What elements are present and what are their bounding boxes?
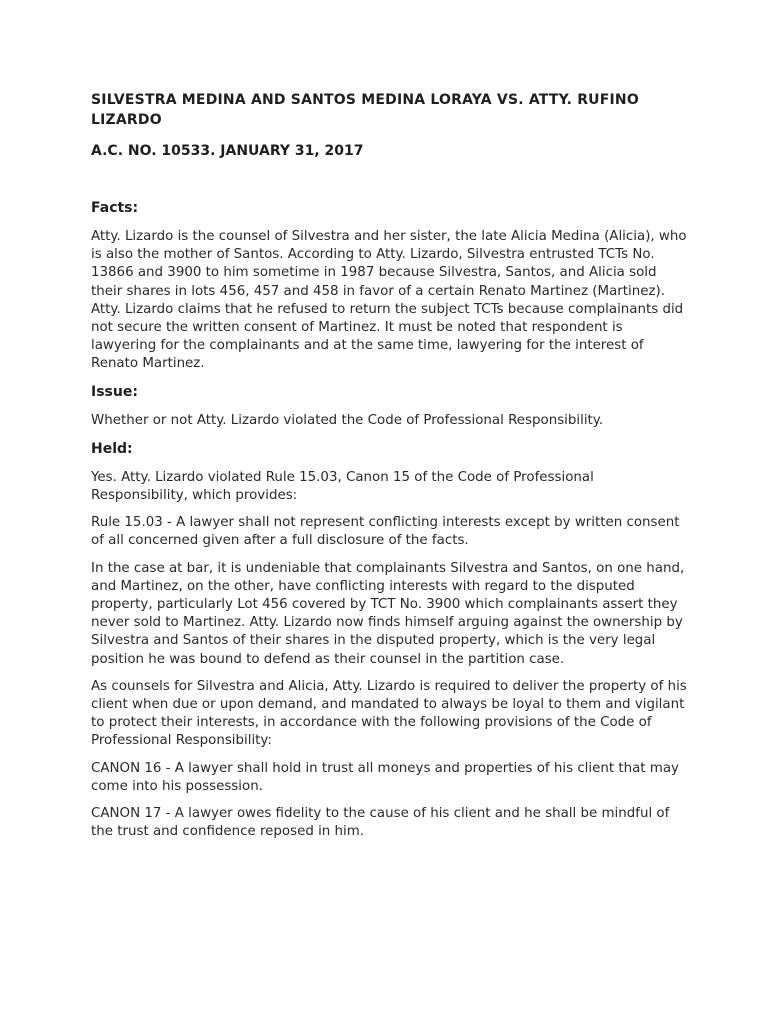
facts-paragraph: Atty. Lizardo is the counsel of Silvestra and her sister, the late Alicia Medina (Alicia), who is also the mother of Santos. According to Atty. Lizardo, Silvestra entrusted TCTs No. 13866 and 3900 to him sometime in 1987 because Silvestra, Santos, and Alicia sold their shares in lots 456, 457 and 458 in favor of a certain Renato Martinez (Martinez). Atty. Lizardo claims that he refused to return the subject TCTs because complainants did not secure the written consent of Martinez. It must be noted that respondent is lawyering for the complainants and at the same time, lawyering for the interest of Renato Martinez.	[91, 229, 687, 372]
issue-paragraph: Whether or not Atty. Lizardo violated the Code of Professional Responsibility.	[91, 412, 604, 428]
document-body	[91, 90, 691, 850]
canon-17-paragraph: CANON 17 - A lawyer owes fidelity to the cause of his client and he shall be mindful of the trust and confidence reposed in him.	[91, 806, 670, 840]
case-title: SILVESTRA MEDINA AND SANTOS MEDINA LORAYA VS. ATTY. RUFINO LIZARDO	[91, 92, 639, 128]
issue-heading: Issue:	[91, 383, 138, 400]
held-heading: Held:	[91, 440, 133, 457]
case-analysis-paragraph: In the case at bar, it is undeniable that complainants Silvestra and Santos, on one hand, and Martinez, on the other, have conflicting interests with regard to the disputed property, particularly Lot 456 covered by TCT No. 3900 which complainants assert they never sold to Martinez. Atty. Lizardo now finds himself arguing against the ownership by Silvestra and Santos of their shares in the disputed property, which is the very legal position he was bound to defend as their counsel in the partition case.	[91, 560, 685, 667]
held-paragraph: Yes. Atty. Lizardo violated Rule 15.03, Canon 15 of the Code of Professional Responsibility, which provides:	[91, 469, 594, 504]
counsel-duties-paragraph: As counsels for Silvestra and Alicia, Atty. Lizardo is required to deliver the property of his client when due or upon demand, and mandated to always be loyal to them and vigilant to protect their interests, in accordance with the following provisions of the Code of Professional Responsibility:	[91, 678, 687, 749]
canon-16-paragraph: CANON 16 - A lawyer shall hold in trust all moneys and properties of his client that may come into his possession.	[91, 760, 679, 794]
rule-15-03-paragraph: Rule 15.03 - A lawyer shall not represent conflicting interests except by written consent of all concerned given after a full disclosure of the facts.	[91, 515, 680, 549]
facts-heading: Facts:	[91, 200, 139, 216]
case-number: A.C. NO. 10533. JANUARY 31, 2017	[91, 143, 364, 159]
